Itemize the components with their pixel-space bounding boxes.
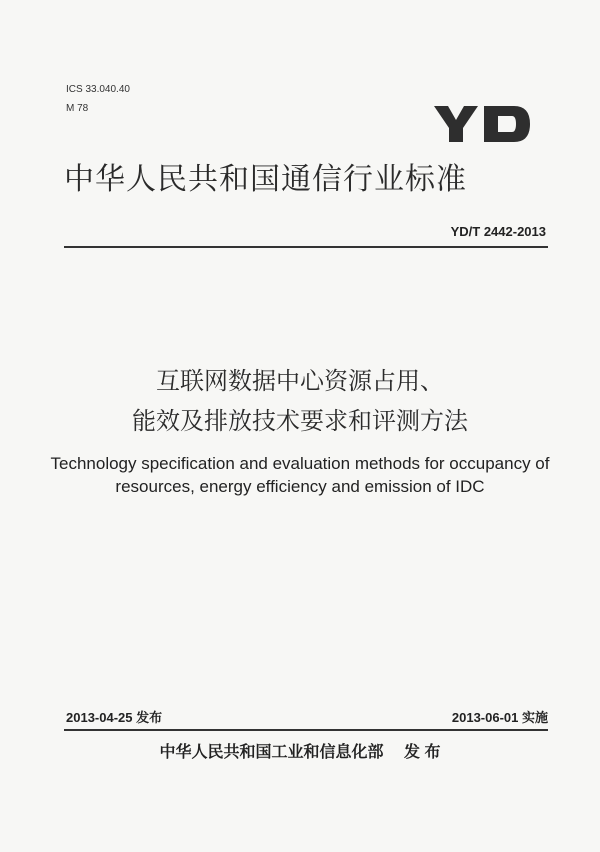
- publisher-name: 中华人民共和国工业和信息化部: [159, 744, 384, 761]
- chinese-title-line1: 互联网数据中心资源占用、: [156, 367, 444, 395]
- english-title-line2: resources, energy efficiency and emission of IDC: [115, 477, 485, 496]
- yd-logo: [432, 104, 532, 144]
- standard-title: 中华人民共和国通信行业标准: [64, 162, 467, 197]
- implementation-date: 2013-06-01 实施: [451, 710, 548, 725]
- divider-bottom: [64, 729, 548, 731]
- chinese-title-line2: 能效及排放技术要求和评测方法: [132, 407, 468, 435]
- issue-date: 2013-04-25 发布: [66, 710, 163, 725]
- publisher-line: [0, 742, 600, 764]
- publisher-suffix: 发 布: [404, 744, 441, 761]
- classification-code: M 78: [66, 103, 89, 114]
- english-title-line1: Technology specification and evaluation methods for occupancy of: [50, 454, 550, 473]
- divider-top: [64, 246, 548, 248]
- standard-number: YD/T 2442-2013: [450, 224, 546, 239]
- ics-code: ICS 33.040.40: [66, 84, 130, 95]
